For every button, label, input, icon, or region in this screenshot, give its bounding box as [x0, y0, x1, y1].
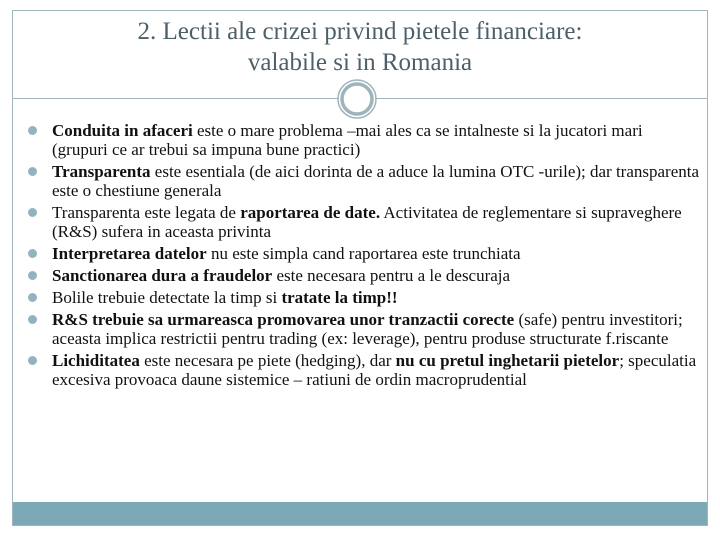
bullet-5-text: este necesara pentru a le descuraja — [272, 266, 511, 285]
bullet-item-5 — [28, 266, 700, 285]
bullet-item-2 — [28, 162, 700, 200]
footer-bar — [13, 502, 707, 525]
bullet-8-text-2: ; speculatia excesiva provoaca daune sistemice – ratiuni de ordin macroprudential — [52, 351, 697, 389]
bullet-7-bold: R&S trebuie sa urmareasca promovarea unor tranzactii corecte — [52, 310, 515, 329]
bullet-item-6 — [28, 288, 700, 307]
dot-bullet-icon — [28, 167, 37, 176]
dot-bullet-icon — [28, 249, 37, 258]
bullet-3-bold: raportarea de date. — [240, 203, 381, 222]
dot-bullet-icon — [28, 208, 37, 217]
bullet-item-8 — [28, 351, 700, 389]
bullet-1-bold: Conduita in afaceri — [52, 121, 193, 140]
bullet-8-bold-2: nu cu pretul inghetarii pietelor — [395, 351, 620, 370]
bullet-3-text: Activitatea de reglementare si supraveghere (R&S) sufera in aceasta privinta — [52, 203, 682, 241]
dot-bullet-icon — [28, 293, 37, 302]
bullet-6-lead: Bolile trebuie detectate la timp si — [52, 288, 282, 307]
title-line-2: valabile si in Romania — [247, 49, 473, 76]
bullet-5-bold: Sanctionarea dura a fraudelor — [52, 266, 273, 285]
bullet-item-1 — [28, 121, 700, 159]
bullet-6-bold: tratate la timp!! — [281, 288, 398, 307]
dot-bullet-icon — [28, 271, 37, 280]
bullet-4-text: nu este simpla cand raportarea este trunchiata — [206, 244, 521, 263]
bullet-item-7 — [28, 310, 700, 348]
bullet-item-4 — [28, 244, 700, 263]
bullet-8-text: este necesara pe piete (hedging), dar — [139, 351, 396, 370]
bullet-7-text: (safe) pentru investitori; aceasta implica restrictii pentru trading (ex: leverage), pentru produse structurate f.riscante — [52, 310, 683, 348]
bullet-list — [28, 121, 700, 392]
dot-bullet-icon — [28, 315, 37, 324]
bullet-1-text: este o mare problema –mai ales ca se intalneste si la jucatori mari (grupuri ce ar trebui sa impuna bune practici) — [52, 121, 643, 159]
bullet-4-bold: Interpretarea datelor — [52, 244, 207, 263]
title-line-1: 2. Lectii ale crizei privind pietele financiare: — [137, 18, 583, 45]
ring-ornament-icon — [337, 79, 377, 119]
bullet-item-3 — [28, 203, 700, 241]
bullet-8-bold: Lichiditatea — [52, 351, 140, 370]
bullet-3-lead: Transparenta este legata de — [52, 203, 241, 222]
bullet-2-bold: Transparenta — [52, 162, 151, 181]
dot-bullet-icon — [28, 126, 37, 135]
dot-bullet-icon — [28, 356, 37, 365]
bullet-2-text: este esentiala (de aici dorinta de a aduce la lumina OTC -urile); dar transparenta este o chestiune generala — [52, 162, 700, 200]
